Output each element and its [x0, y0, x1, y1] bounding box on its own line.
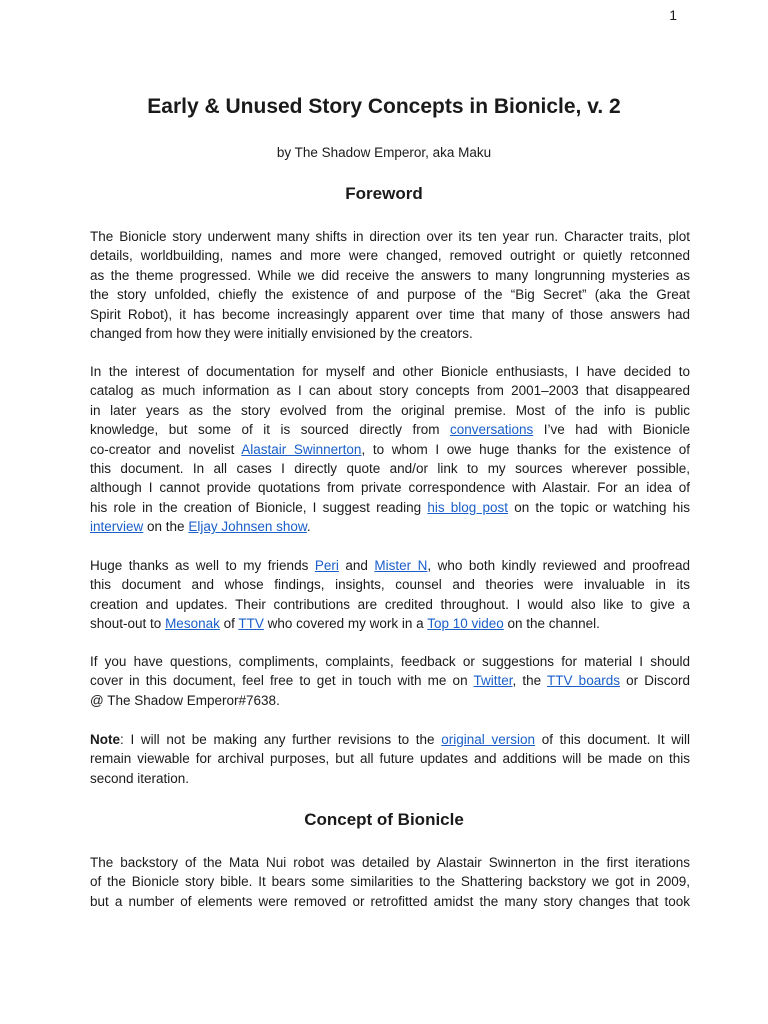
conversations-link[interactable]: conversations: [449, 422, 534, 438]
peri-link[interactable]: Peri: [314, 558, 339, 573]
text-run: I’ve had with Bionicle: [533, 422, 690, 438]
text-line: details, worldbuilding, names and more were changed, removed outright or quietly retconned: [90, 248, 690, 264]
text-line: [90, 730, 690, 749]
text-run: his role in the creation of Bionicle, I suggest reading: [90, 499, 428, 515]
blog-post-link[interactable]: his blog post: [427, 499, 509, 515]
text-line: in later years as the story evolved from the original premise. Most of the info is public: [90, 402, 690, 418]
text-run: on the: [143, 519, 189, 535]
text-line: If you have questions, compliments, complaints, feedback or suggestions for material I should: [90, 654, 690, 669]
twitter-link[interactable]: Twitter: [473, 673, 513, 689]
paragraph-documentation: [90, 362, 690, 537]
text-line: [90, 556, 690, 575]
eljay-johnsen-show-link[interactable]: Eljay Johnsen show: [188, 519, 307, 535]
text-line: creation and updates. Their contributions are credited throughout. I would also like to give a: [90, 596, 690, 612]
alastair-swinnerton-link[interactable]: Alastair Swinnerton: [241, 441, 362, 457]
text-line: The backstory of the Mata Nui robot was detailed by Alastair Swinnerton in the first iterations: [90, 855, 690, 870]
mister-n-link[interactable]: Mister N: [374, 558, 428, 573]
text-line: remain viewable for archival purposes, but all future updates and additions will be made on this: [90, 751, 690, 767]
foreword-heading: Foreword: [345, 184, 423, 203]
note-label: Note: [90, 732, 120, 747]
text-line: @ The Shadow Emperor#7638.: [90, 692, 280, 708]
text-line: [90, 498, 690, 517]
text-run: who covered my work in a: [263, 616, 428, 632]
ttv-link[interactable]: TTV: [238, 616, 264, 632]
text-line: but a number of elements were removed or retrofitted amidst the many story changes that took: [90, 893, 690, 909]
text-line: of the Bionicle story bible. It bears some similarities to the Shattering backstory we got in 2009,: [90, 874, 690, 890]
interview-link[interactable]: interview: [90, 519, 144, 535]
top-10-video-link[interactable]: Top 10 video: [427, 616, 504, 632]
text-run: or Discord: [619, 673, 691, 689]
text-line: as the theme progressed. While we did receive the answers to many longrunning mysteries as: [90, 267, 690, 283]
text-run: of this document. It will: [535, 732, 691, 747]
text-run: co-creator and novelist: [90, 441, 242, 457]
text-line: [90, 440, 690, 459]
text-line: catalog as much information as I can about story concepts from 2001–2003 that disappeared: [90, 383, 690, 399]
text-line: this document and whose findings, insights, counsel and theories were invaluable in its: [90, 577, 690, 593]
paragraph-thanks: [90, 556, 690, 634]
text-run: shout-out to: [90, 616, 166, 632]
text-line: In the interest of documentation for myself and other Bionicle enthusiasts, I have decided to: [90, 364, 690, 379]
paragraph-intro: [90, 227, 690, 343]
page-number: 1: [669, 7, 677, 23]
byline: by The Shadow Emperor, aka Maku: [276, 145, 492, 160]
concept-heading: Concept of Bionicle: [304, 810, 464, 829]
text-line: changed from how they were initially envisioned by the creators.: [90, 326, 473, 342]
text-run: on the topic or watching his: [508, 499, 690, 515]
text-run: Huge thanks as well to my friends: [90, 558, 315, 573]
text-run: , who both kindly reviewed and proofread: [427, 558, 691, 573]
text-line: [90, 517, 690, 536]
document-title: Early & Unused Story Concepts in Bionicle, v. 2: [147, 95, 621, 118]
text-line: the story unfolded, chiefly the existence of and purpose of the “Big Secret” (aka the Great: [90, 287, 690, 303]
mesonak-link[interactable]: Mesonak: [165, 616, 220, 632]
text-run: cover in this document, feel free to get in touch with me on: [90, 673, 474, 689]
original-version-link[interactable]: original version: [441, 732, 535, 747]
text-line: Spirit Robot), it has become increasingly apparent over time that many of those answers had: [90, 306, 690, 322]
text-run: on the channel.: [503, 616, 600, 632]
text-line: this document. In all cases I directly quote and/or link to my sources wherever possible,: [90, 461, 690, 477]
paragraph-note: [90, 730, 690, 788]
text-run: : I will not be making any further revisions to the: [120, 732, 442, 747]
text-run: and: [338, 558, 375, 573]
text-line: [90, 614, 690, 633]
text-run: , to whom I owe huge thanks for the existence of: [361, 441, 691, 457]
paragraph-contact: [90, 652, 690, 710]
text-run: , the: [512, 673, 548, 689]
text-line: [90, 671, 690, 690]
text-run: of: [219, 616, 239, 632]
text-line: second iteration.: [90, 770, 190, 786]
text-run: .: [306, 519, 311, 535]
text-line: The Bionicle story underwent many shifts in direction over its ten year run. Character traits, plot: [90, 229, 690, 244]
text-line: [90, 420, 690, 439]
paragraph-concept: [90, 853, 690, 911]
text-run: knowledge, but some of it is sourced directly from: [90, 422, 450, 438]
ttv-boards-link[interactable]: TTV boards: [547, 673, 620, 689]
text-line: although I cannot provide quotations from private correspondence with Alastair. For an idea of: [90, 480, 690, 496]
